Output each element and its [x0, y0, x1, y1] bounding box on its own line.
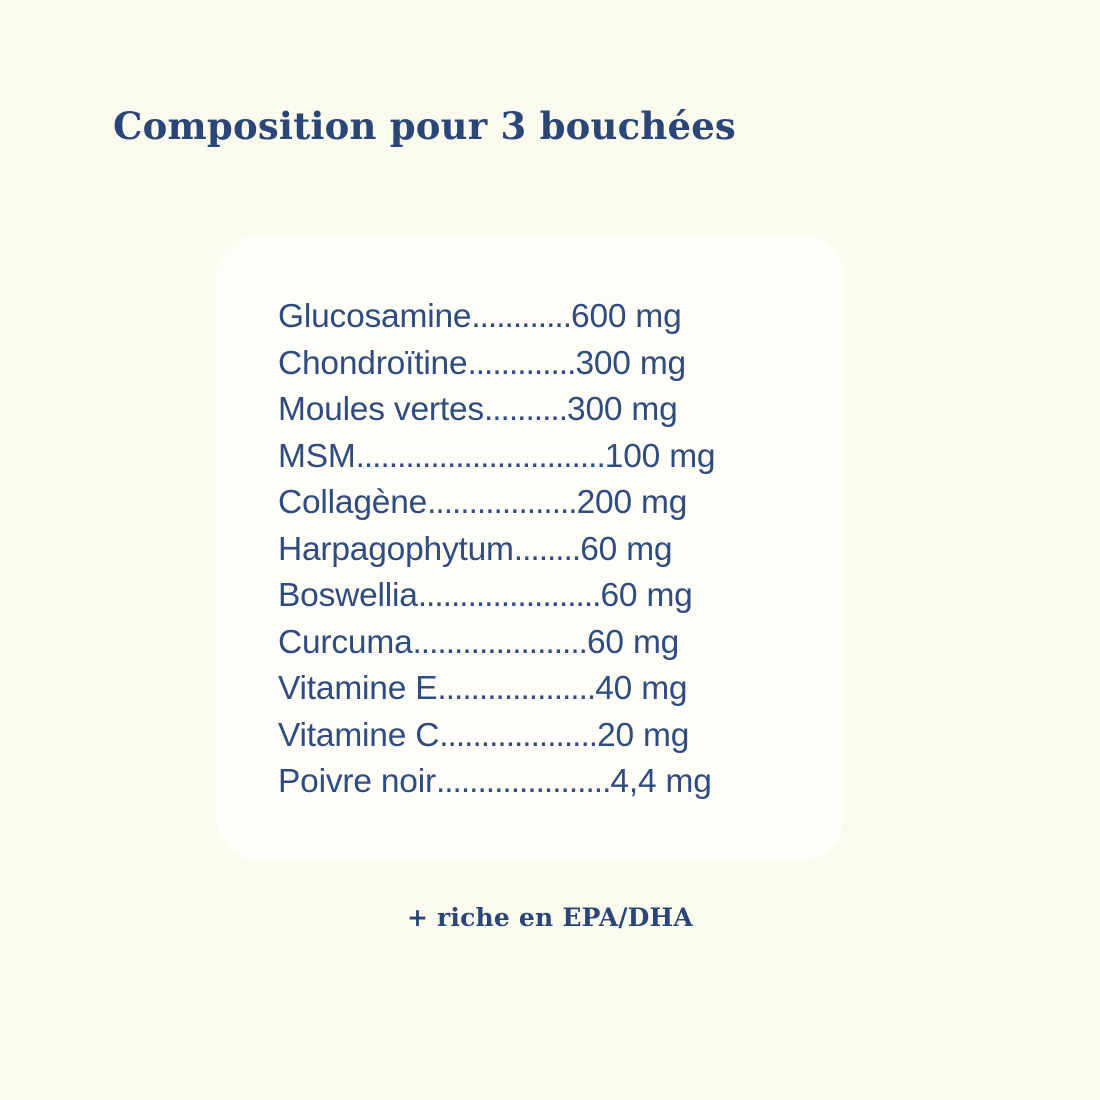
- list-item: [278, 387, 788, 434]
- ingredient-amount: 200 mg: [576, 484, 688, 521]
- leader-dots: ......................: [417, 577, 601, 614]
- ingredient-amount: 60 mg: [586, 623, 680, 661]
- ingredient-name: Chondroïtine: [278, 344, 468, 382]
- list-item: [278, 713, 788, 760]
- list-item: [278, 666, 788, 713]
- ingredient-name: MSM: [278, 437, 356, 475]
- leader-dots: ...................: [439, 716, 598, 754]
- leader-dots: .....................: [435, 763, 611, 800]
- ingredient-amount: 60 mg: [600, 577, 693, 614]
- ingredient-amount: 20 mg: [597, 716, 690, 754]
- leader-dots: ........: [513, 530, 581, 568]
- ingredient-name: Boswellia: [278, 577, 418, 614]
- footnote: + riche en EPA/DHA: [407, 903, 693, 932]
- ingredient-name: Moules vertes: [278, 391, 484, 428]
- leader-dots: ...................: [437, 670, 596, 707]
- ingredient-name: Curcuma: [278, 623, 413, 661]
- composition-list: [278, 294, 788, 806]
- list-item: [278, 527, 788, 574]
- leader-dots: .....................: [412, 623, 587, 661]
- ingredient-amount: 100 mg: [604, 437, 716, 475]
- list-item: [278, 294, 788, 341]
- page-title: Composition pour 3 bouchées: [113, 104, 736, 148]
- leader-dots: ..........: [483, 391, 568, 428]
- leader-dots: ............: [471, 298, 572, 335]
- ingredient-name: Glucosamine: [278, 298, 472, 335]
- list-item: [278, 434, 788, 481]
- ingredient-name: Poivre noir: [278, 763, 436, 800]
- leader-dots: ..............................: [355, 437, 605, 475]
- ingredient-amount: 40 mg: [595, 670, 688, 707]
- ingredient-name: Harpagophytum: [278, 530, 514, 568]
- ingredient-amount: 60 mg: [580, 530, 673, 568]
- ingredient-amount: 4,4 mg: [610, 763, 712, 800]
- ingredient-amount: 300 mg: [567, 391, 678, 428]
- list-item: [278, 480, 788, 527]
- ingredient-name: Vitamine E: [278, 670, 438, 707]
- ingredient-name: Collagène: [278, 484, 428, 521]
- ingredient-amount: 600 mg: [571, 298, 682, 335]
- list-item: [278, 341, 788, 388]
- leader-dots: ..................: [427, 484, 577, 521]
- ingredient-name: Vitamine C: [278, 716, 440, 754]
- list-item: [278, 759, 788, 806]
- leader-dots: .............: [467, 344, 576, 382]
- composition-card: [216, 235, 844, 860]
- ingredient-amount: 300 mg: [575, 344, 686, 382]
- list-item: [278, 573, 788, 620]
- list-item: [278, 620, 788, 667]
